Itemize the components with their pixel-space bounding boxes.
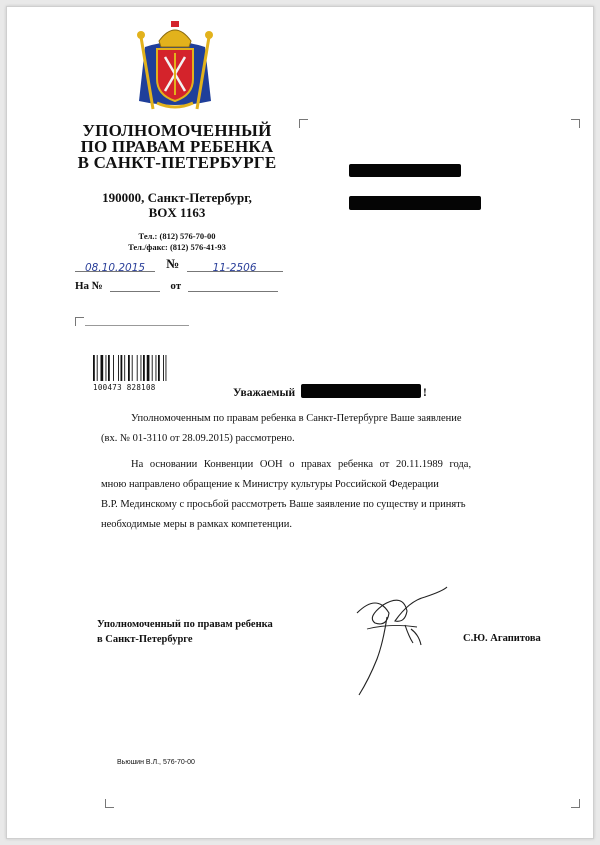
signer-title-line-2: в Санкт-Петербурге (97, 634, 193, 645)
barcode-number: 100473 828108 (93, 383, 156, 392)
paragraph-2-line-2: мною направлено обращение к Министру культуры Российской Федерации (101, 479, 439, 490)
letter-page (6, 6, 594, 839)
paragraph-2-line-1: На основании Конвенции ООН о правах ребенка от 20.11.1989 года, (131, 459, 472, 470)
org-title-line-3: В САНКТ-ПЕТЕРБУРГЕ (77, 153, 277, 172)
outgoing-date-handwritten: 08.10.2015 (84, 262, 146, 274)
address-line-1: 190000, Санкт-Петербург, (102, 190, 252, 205)
executor-info: Вьюшин В.Л., 576-70-00 (117, 759, 195, 766)
phone-text: Тел.: (812) 576-70-00 (138, 231, 216, 241)
page-corner-bottom-left (105, 799, 114, 808)
paragraph-1 (101, 409, 557, 449)
reply-to-row (75, 279, 295, 292)
org-title-line-1: УПОЛНОМОЧЕННЫЙ (82, 121, 272, 140)
outgoing-number-row (75, 256, 295, 274)
reply-to-label: На № (75, 280, 103, 292)
outgoing-date-field (75, 259, 155, 272)
fax-text: Тел./факс: (812) 576-41-93 (128, 242, 226, 252)
recipient-redaction-2 (349, 196, 481, 210)
paragraph-2-line-4: необходимые меры в рамках компетенции. (101, 519, 292, 530)
greeting-text: Уважаемый (233, 387, 296, 399)
reply-to-number-line (110, 279, 160, 292)
subject-line (85, 325, 189, 326)
outgoing-number-field (187, 259, 283, 272)
address-corner-top-left (299, 119, 308, 128)
signer-title-line-1: Уполномоченный по правам ребенка (97, 619, 273, 630)
paragraph-2-line-3: В.Р. Мединскому с просьбой рассмотреть Ваше заявление по существу и принять (101, 499, 466, 510)
page-corner-bottom-right (571, 799, 580, 808)
paragraph-2 (101, 455, 557, 535)
handwritten-signature (347, 583, 457, 703)
org-title-line-2: ПО ПРАВАМ РЕБЕНКА (80, 137, 274, 156)
subject-corner-left (75, 317, 84, 326)
address-corner-top-right (571, 119, 580, 128)
organization-title (67, 123, 287, 171)
outgoing-number-label: № (166, 256, 180, 271)
reply-from-date-line (188, 279, 278, 292)
paragraph-1-line-1: Уполномоченным по правам ребенка в Санкт-Петербурге Ваше заявление (131, 413, 462, 424)
signer-title (97, 617, 317, 647)
contacts-block (67, 231, 287, 253)
barcode (93, 355, 193, 385)
reply-from-label: от (170, 280, 182, 292)
address-line-2: BOX 1163 (148, 205, 206, 220)
paragraph-1-line-2: (вх. № 01-3110 от 28.09.2015) рассмотрено. (101, 433, 295, 444)
coat-of-arms-icon (127, 17, 223, 113)
outgoing-number-handwritten: 11-2506 (212, 262, 257, 274)
greeting-exclamation: ! (423, 387, 427, 399)
address-block (67, 190, 287, 220)
addressee-name-redaction (301, 384, 421, 398)
signer-name: С.Ю. Агапитова (463, 633, 541, 644)
recipient-redaction-1 (349, 164, 461, 177)
